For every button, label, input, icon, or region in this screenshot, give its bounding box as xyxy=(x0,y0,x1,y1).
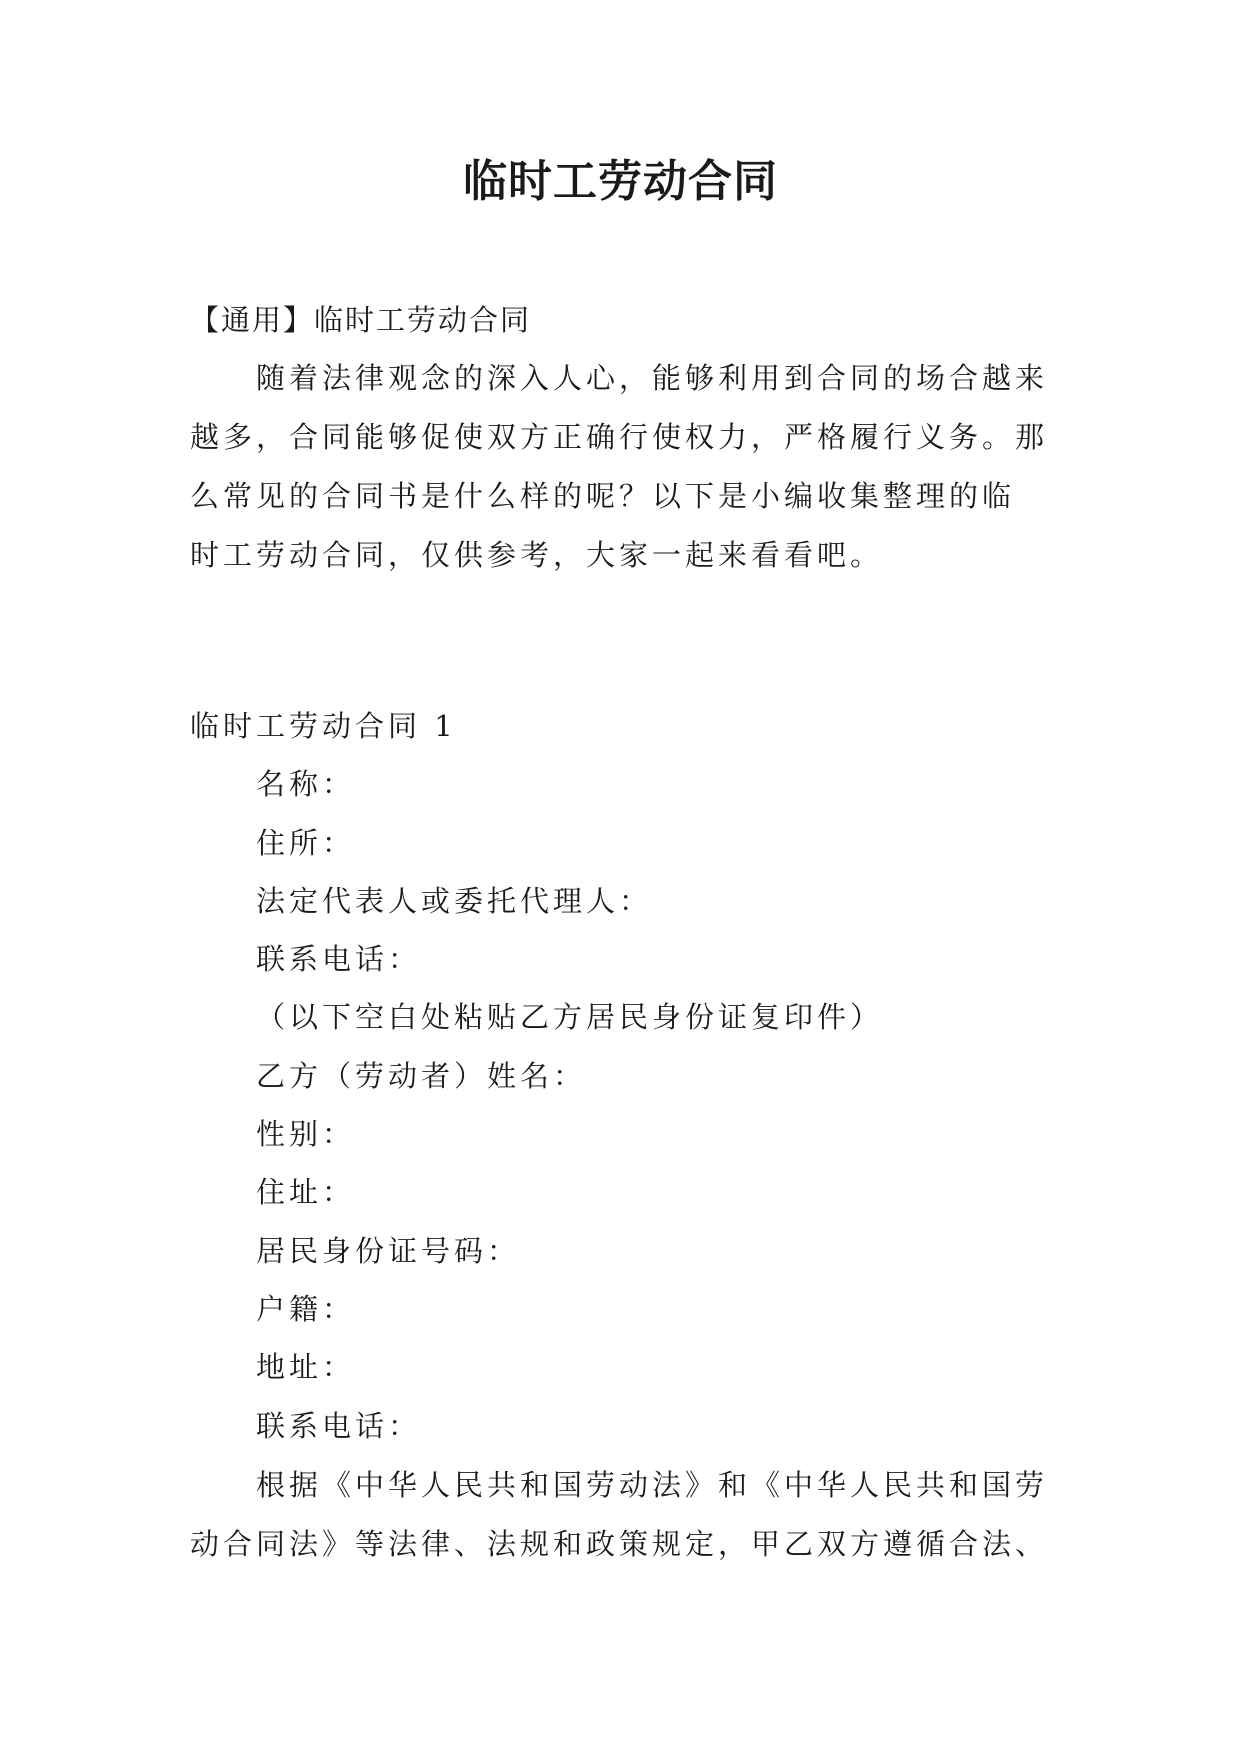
closing-line: 根据《中华人民共和国劳动法》和《中华人民共和国劳 xyxy=(256,1468,1049,1502)
field-label: 住所： xyxy=(256,826,356,860)
intro-line: 时工劳动合同，仅供参考，大家一起来看看吧。 xyxy=(190,538,884,572)
field-label: 居民身份证号码： xyxy=(256,1234,521,1268)
field-label: 住址： xyxy=(256,1175,356,1209)
field-label: 联系电话： xyxy=(256,1409,422,1443)
field-label: 名称： xyxy=(256,767,356,801)
closing-line: 动合同法》等法律、法规和政策规定，甲乙双方遵循合法、 xyxy=(190,1527,1049,1561)
section-heading: 临时工劳动合同 1 xyxy=(190,709,457,743)
field-label: 地址： xyxy=(256,1350,356,1384)
field-label: 性别： xyxy=(256,1117,356,1151)
intro-line: 么常见的合同书是什么样的呢？以下是小编收集整理的临 xyxy=(190,479,1016,513)
document-subtitle: 【通用】临时工劳动合同 xyxy=(190,303,532,337)
field-label: 户籍： xyxy=(256,1292,356,1326)
field-note: （以下空白处粘贴乙方居民身份证复印件） xyxy=(256,1000,884,1034)
field-label: 法定代表人或委托代理人： xyxy=(256,884,653,918)
intro-line: 随着法律观念的深入人心，能够利用到合同的场合越来 xyxy=(256,361,1049,395)
field-label: 联系电话： xyxy=(256,942,422,976)
document-title: 临时工劳动合同 xyxy=(463,156,778,207)
intro-line: 越多，合同能够促使双方正确行使权力，严格履行义务。那 xyxy=(190,420,1049,454)
field-label: 乙方（劳动者）姓名： xyxy=(256,1059,587,1093)
